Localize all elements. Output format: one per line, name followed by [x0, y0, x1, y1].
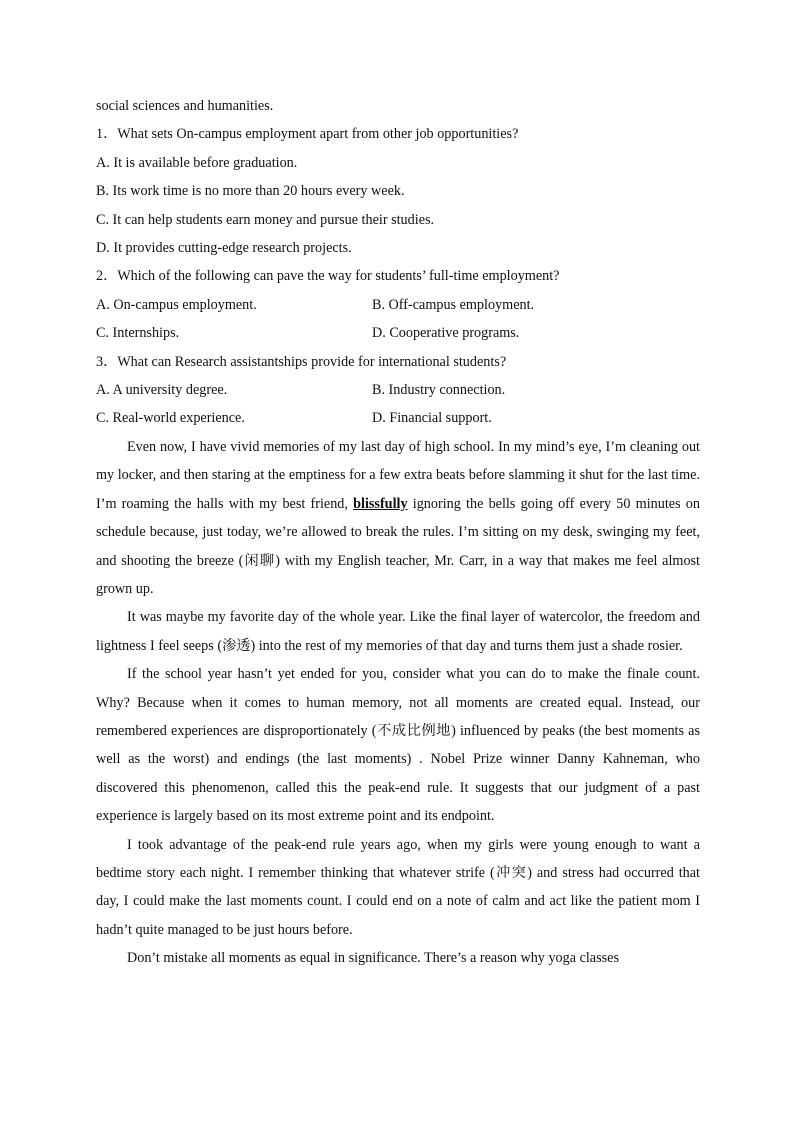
question-1-stem: 1．What sets On-campus employment apart from other job opportunities? — [96, 126, 519, 143]
question-2-option-b: B. Off-campus employment. — [372, 296, 535, 313]
passage-paragraph-4: I took advantage of the peak-end rule years ago, when my girls were young enough to want a bedtime story each night. I remember thinking that whatever strife (冲突) and stress had occurred that day, I could make the last moments count. I could end on a note of calm and act like the patient mom I hadn’t quite managed to be just hours before. — [96, 836, 700, 938]
question-3-stem: 3．What can Research assistantships provide for international students? — [96, 353, 507, 370]
highlighted-word: blissfully — [353, 495, 408, 512]
question-3-option-d: D. Financial support. — [372, 410, 492, 427]
question-1-option-a: A. It is available before graduation. — [96, 154, 298, 171]
passage-paragraph-5: Don’t mistake all moments as equal in significance. There’s a reason why yoga classes — [127, 950, 619, 967]
question-2-stem: 2．Which of the following can pave the way for students’ full-time employment? — [96, 268, 560, 285]
passage-paragraph-2: It was maybe my favorite day of the whole year. Like the final layer of watercolor, the freedom and lightness I feel seeps (渗透) into the rest of my memories of that day and turns them just a shade rosier. — [96, 609, 700, 654]
question-3-option-b: B. Industry connection. — [372, 382, 506, 399]
passage-paragraph-1 — [96, 433, 700, 603]
question-1-option-d: D. It provides cutting-edge research projects. — [96, 240, 352, 257]
page-content — [96, 92, 700, 973]
intro-tail-text: social sciences and humanities. — [96, 98, 274, 114]
passage-paragraph-3: If the school year hasn’t yet ended for you, consider what you can do to make the finale count. Why? Because when it comes to human memory, not all moments are created equal. Instead, our remembered experiences are disproportionately (不成比例地) influenced by peaks (the best moments as well as the worst) and endings (the last moments) . Nobel Prize winner Danny Kahneman, who discovered this phenomenon, called this the peak-end rule. It suggests that our judgment of a past experience is largely based on its most extreme point and its endpoint. — [96, 666, 700, 825]
question-3-options-row-2 — [96, 404, 700, 432]
question-2-option-d: D. Cooperative programs. — [372, 325, 520, 342]
question-2-option-a: A. On-campus employment. — [96, 296, 257, 313]
passage-paragraph-1-before: Even now, I have vivid memories of my last day of high school. In my mind’s eye, I’m cleaning out my locker, and then staring at the emptiness for a few extra beats before slamming it shut for the last time. I’m roaming the halls with my best friend, — [96, 438, 700, 512]
question-1-option-c: C. It can help students earn money and pursue their studies. — [96, 211, 435, 228]
question-2-options-row-2 — [96, 319, 700, 347]
question-2-options-row-1 — [96, 291, 700, 319]
question-3-option-c: C. Real-world experience. — [96, 410, 245, 427]
question-3-option-a: A. A university degree. — [96, 382, 228, 399]
question-1-option-b: B. Its work time is no more than 20 hours every week. — [96, 183, 405, 200]
question-3-options-row-1 — [96, 376, 700, 404]
passage-paragraph-1-after: ignoring the bells going off every 50 minutes on schedule because, just today, we’re allowed to break the rules. I’m sitting on my desk, swinging my feet, and shooting the breeze (闲聊) with my English teacher, Mr. Carr, in a way that makes me feel almost grown up. — [96, 495, 700, 597]
question-2-option-c: C. Internships. — [96, 325, 180, 342]
